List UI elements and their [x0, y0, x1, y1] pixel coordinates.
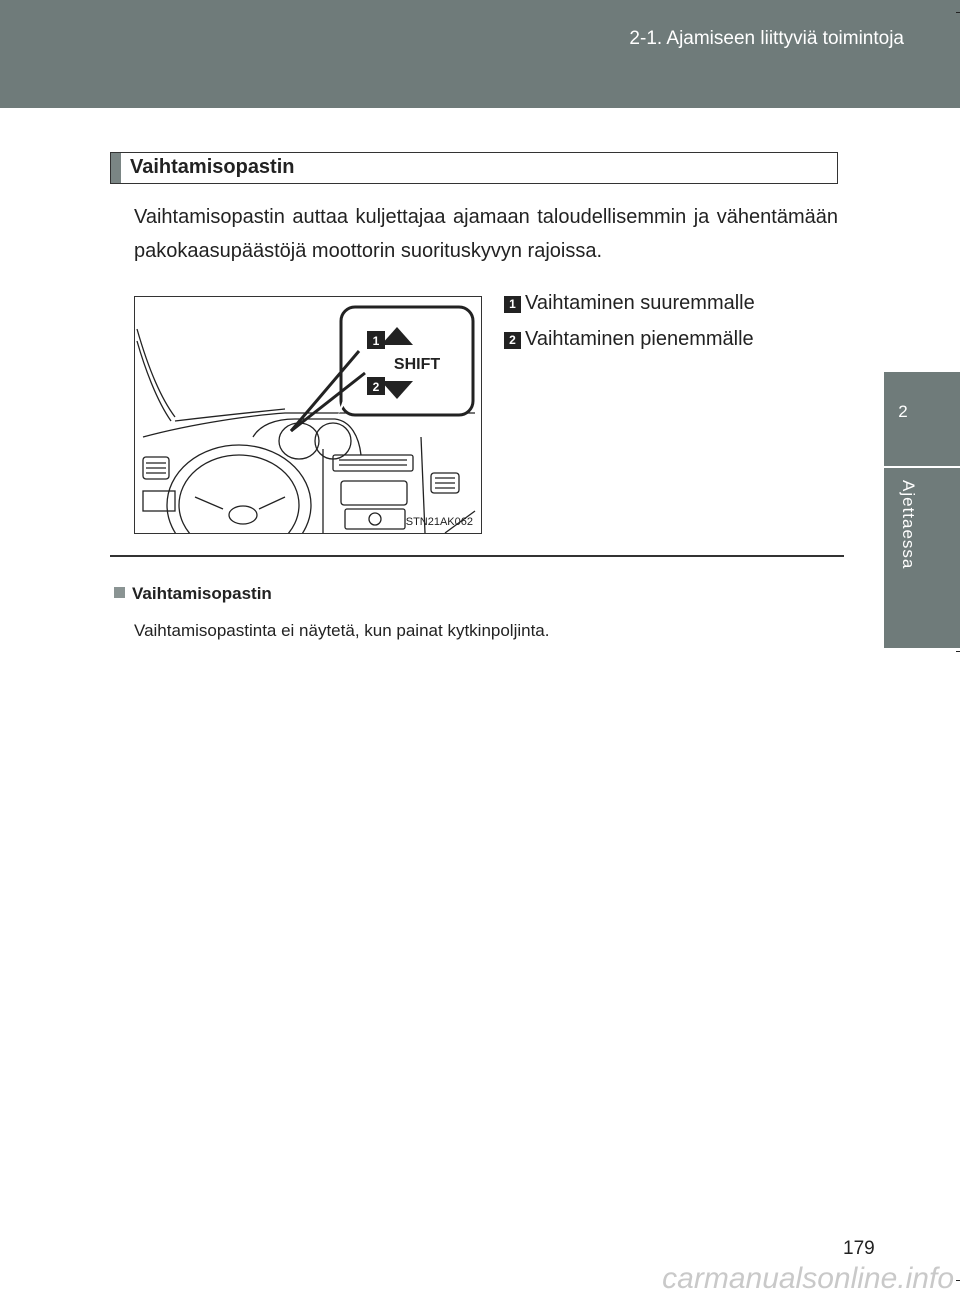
crop-mark	[956, 651, 960, 652]
crop-mark	[956, 12, 960, 13]
note-square-icon	[114, 587, 125, 598]
crop-mark	[956, 1280, 960, 1281]
header-section-title: 2-1. Ajamiseen liittyviä toimintoja	[629, 28, 904, 49]
callout-badge-1-label: 1	[372, 334, 380, 348]
chapter-label: Ajettaessa	[899, 480, 918, 570]
dashboard-illustration	[134, 296, 482, 534]
page-number: 179	[843, 1238, 875, 1259]
section-header-accent	[111, 153, 121, 183]
section-title: Vaihtamisopastin	[130, 156, 295, 178]
watermark: carmanualsonline.info	[662, 1262, 954, 1295]
dashboard-drawing	[135, 297, 481, 533]
note-text: Vaihtamisopastinta ei näytetä, kun painat kytkinpoljinta.	[134, 621, 550, 640]
header-band	[0, 0, 960, 108]
figure-code: STN21AK062	[405, 516, 473, 528]
legend-item-upshift	[504, 292, 755, 315]
side-tab-divider	[884, 466, 960, 468]
chapter-side-tab	[884, 372, 960, 648]
legend-badge-1: 1	[504, 296, 521, 313]
chapter-number: 2	[898, 402, 908, 421]
legend-item-downshift	[504, 328, 754, 351]
section-header	[110, 152, 838, 184]
legend-text-downshift: Vaihtaminen pienemmälle	[525, 328, 754, 350]
note-heading	[114, 584, 272, 604]
callout-badge-2-label: 2	[372, 380, 380, 394]
legend-text-upshift: Vaihtaminen suuremmalle	[525, 292, 755, 314]
note-title: Vaihtamisopastin	[132, 584, 272, 603]
legend-badge-2: 2	[504, 332, 521, 349]
shift-label: SHIFT	[393, 356, 441, 373]
section-divider	[110, 555, 844, 557]
section-body: Vaihtamisopastin auttaa kuljettajaa ajamaan taloudellisemmin ja vähentämään pakokaasupäästöjä moottorin suorituskyvyn rajoissa.	[134, 206, 838, 262]
